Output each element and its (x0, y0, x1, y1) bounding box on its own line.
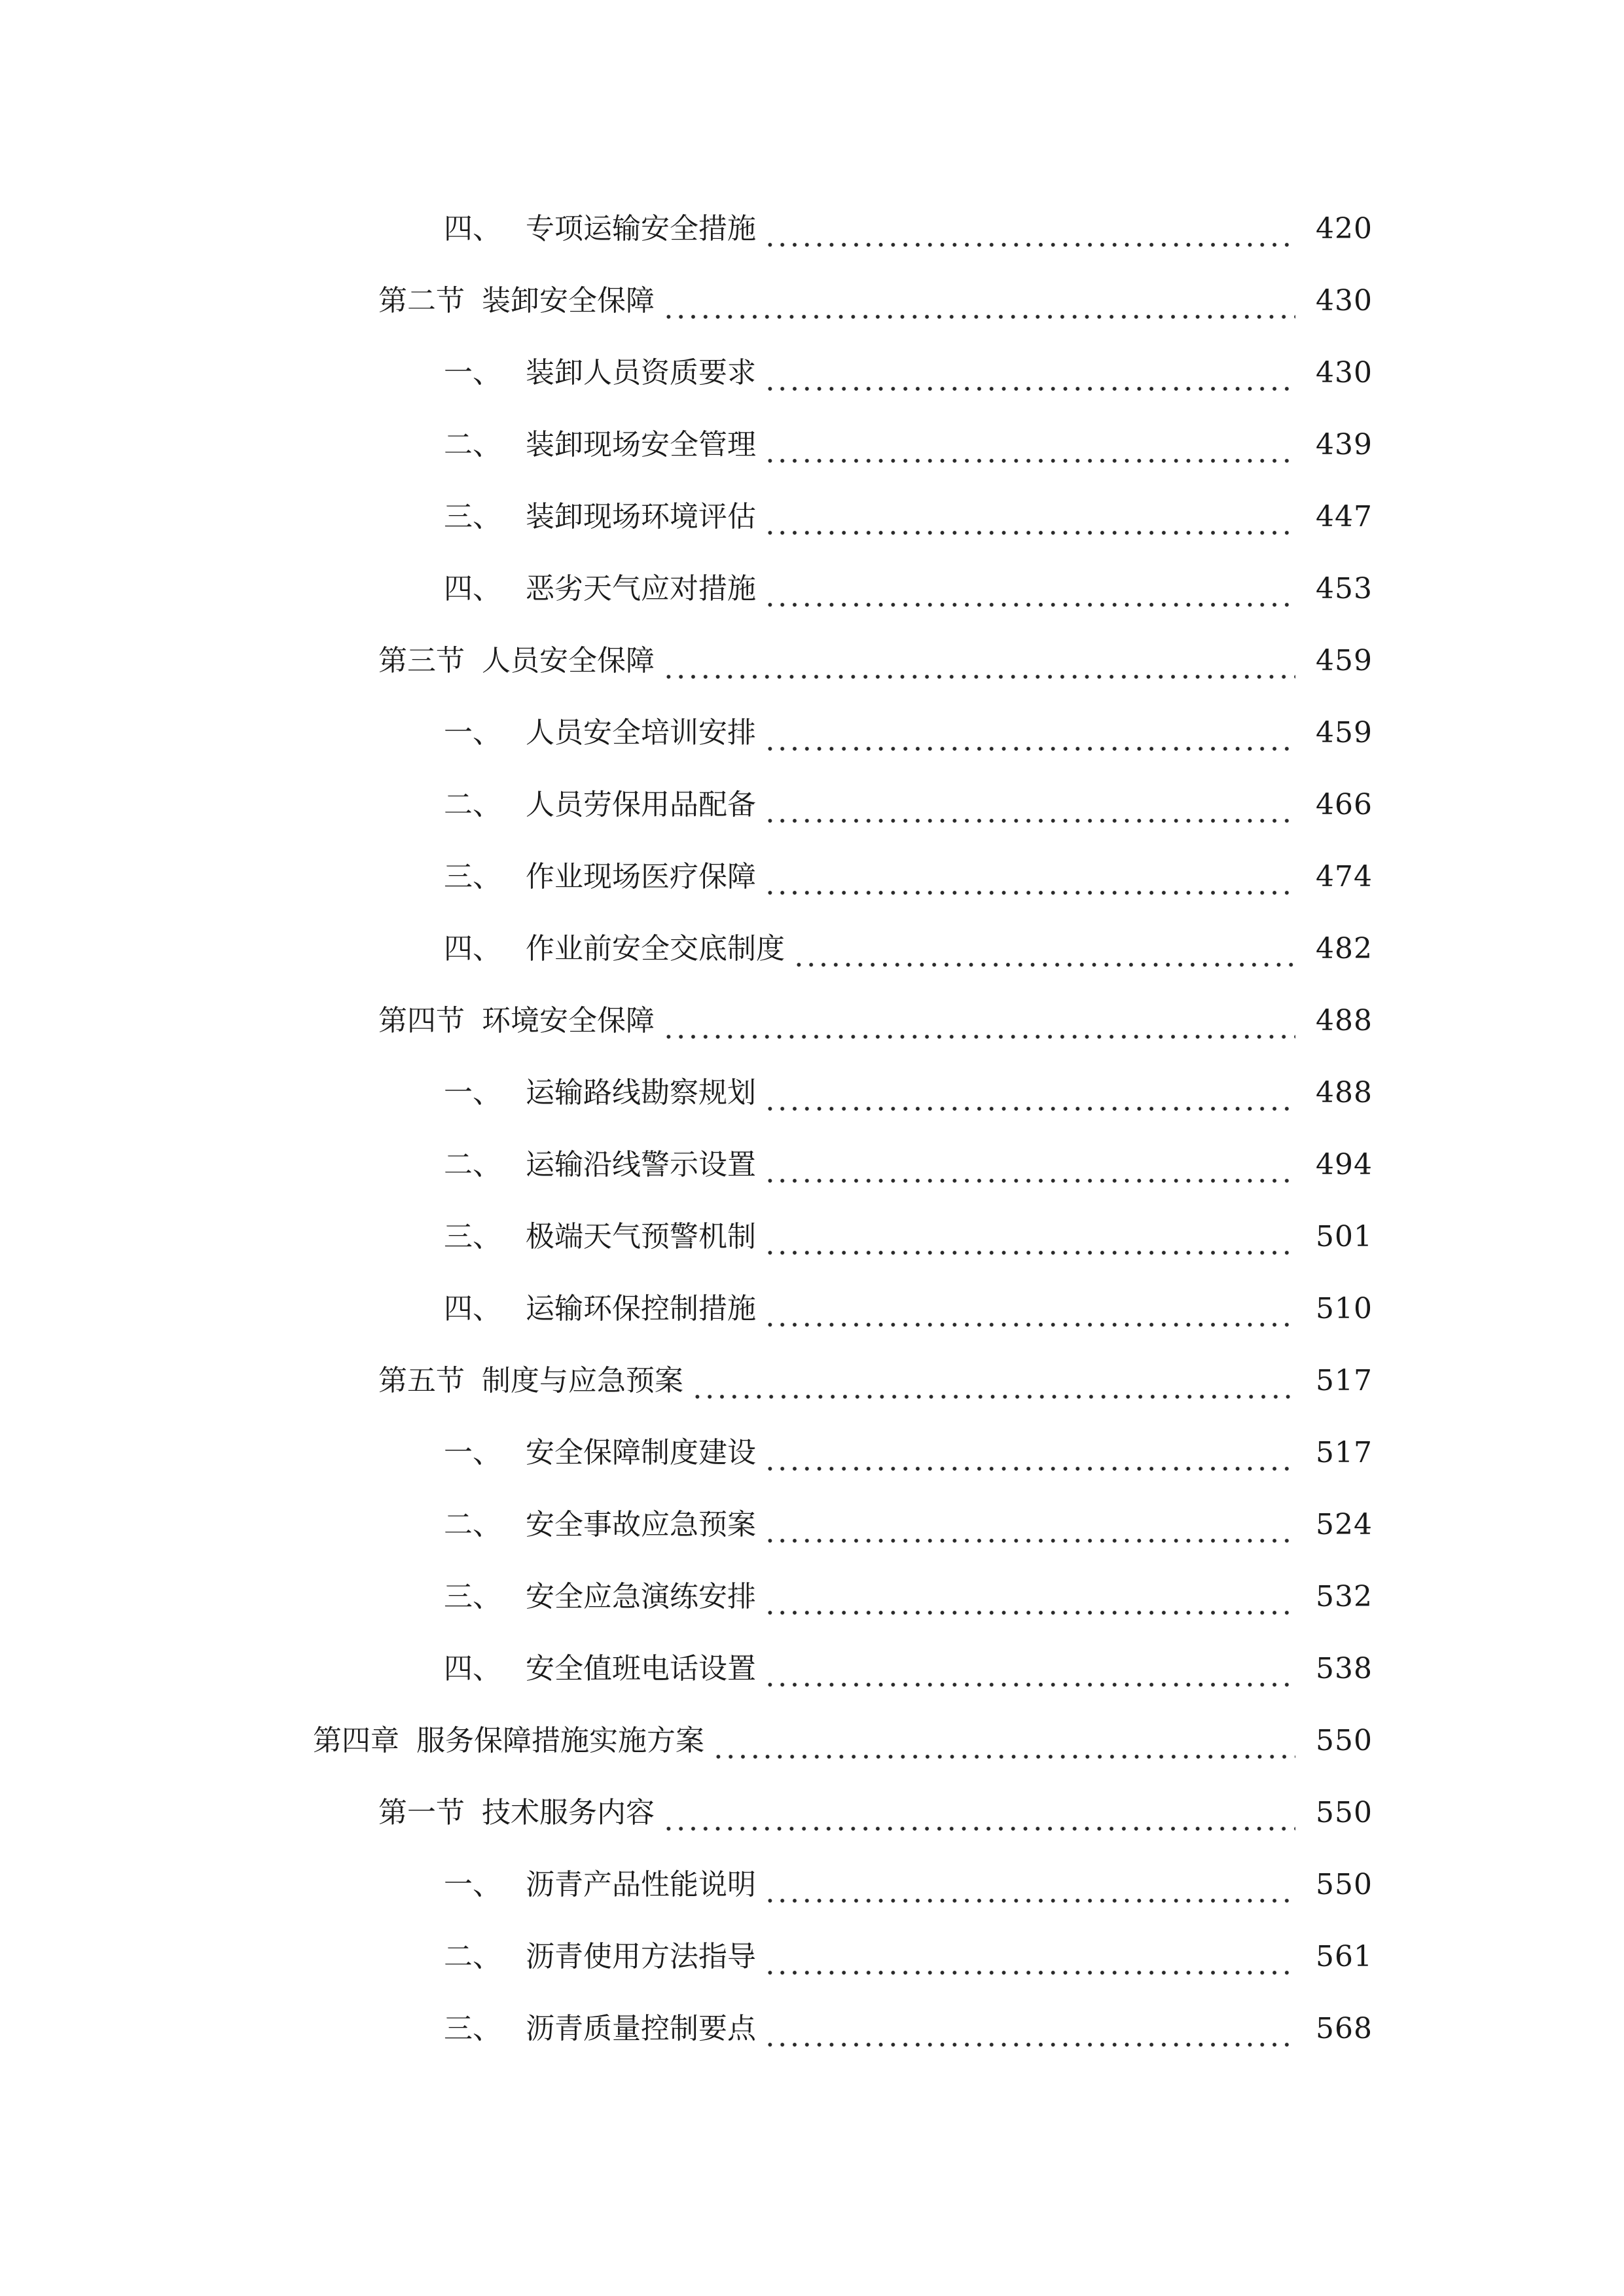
dot-leader (691, 1372, 1295, 1401)
toc-entry-number: 二、 (444, 1508, 501, 1541)
toc-entry[interactable] (0, 1633, 1624, 1705)
dot-leader (764, 1228, 1295, 1257)
toc-entry-title: 安全值班电话设置 (526, 1652, 756, 1685)
toc-entry[interactable] (0, 697, 1624, 769)
toc-entry-page-number: 453 (1316, 572, 1373, 605)
toc-entry-title: 装卸现场安全管理 (526, 428, 756, 461)
toc-entry[interactable] (0, 1705, 1624, 1777)
toc-entry[interactable] (0, 769, 1624, 841)
toc-entry[interactable] (0, 985, 1624, 1057)
toc-entry-title: 恶劣天气应对措施 (526, 572, 756, 605)
toc-entry-page-number: 550 (1316, 1724, 1373, 1757)
toc-entry[interactable] (0, 337, 1624, 409)
toc-entry-page-number: 430 (1316, 356, 1373, 389)
toc-entry-title: 环境安全保障 (482, 1004, 655, 1037)
toc-entry-number: 第五节 (378, 1364, 465, 1397)
toc-entry-number: 四、 (444, 212, 501, 245)
toc-entry-number: 二、 (444, 788, 501, 821)
toc-entry[interactable] (0, 481, 1624, 553)
dot-leader (764, 1660, 1295, 1689)
toc-entry-number: 四、 (444, 1652, 501, 1685)
toc-entry[interactable] (0, 193, 1624, 265)
toc-entry-number: 一、 (444, 1076, 501, 1109)
toc-entry-page-number: 568 (1316, 2012, 1373, 2045)
toc-entry-title: 运输沿线警示设置 (526, 1148, 756, 1181)
dot-leader (662, 652, 1295, 681)
toc-entry[interactable] (0, 1417, 1624, 1489)
toc-entry[interactable] (0, 1561, 1624, 1633)
toc-entry-page-number: 550 (1316, 1796, 1373, 1829)
toc-entry-number: 第一节 (378, 1796, 465, 1829)
toc-entry-title: 作业现场医疗保障 (526, 860, 756, 893)
toc-entry-page-number: 439 (1316, 428, 1373, 461)
toc-entry-number: 三、 (444, 500, 501, 533)
dot-leader (764, 508, 1295, 537)
toc-entry[interactable] (0, 1057, 1624, 1129)
toc-entry-title: 专项运输安全措施 (526, 212, 756, 245)
toc-entry-title: 制度与应急预案 (482, 1364, 683, 1397)
toc-entry-number: 第四节 (378, 1004, 465, 1037)
dot-leader (662, 1804, 1295, 1833)
toc-entry[interactable] (0, 1921, 1624, 1993)
toc-entry-page-number: 466 (1316, 788, 1373, 821)
toc-entry-page-number: 447 (1316, 500, 1373, 533)
toc-entry-page-number: 430 (1316, 284, 1373, 317)
toc-entry-title: 安全事故应急预案 (526, 1508, 756, 1541)
toc-entry-page-number: 501 (1316, 1220, 1373, 1253)
toc-entry[interactable] (0, 1489, 1624, 1561)
dot-leader (662, 292, 1295, 321)
toc-entry-number: 四、 (444, 932, 501, 965)
toc-entry-page-number: 482 (1316, 932, 1373, 965)
toc-entry-title: 人员安全培训安排 (526, 716, 756, 749)
toc-entry-number: 二、 (444, 1940, 501, 1973)
toc-entry[interactable] (0, 265, 1624, 337)
toc-entry-title: 安全保障制度建设 (526, 1436, 756, 1469)
toc-entry[interactable] (0, 1273, 1624, 1345)
toc-entry-number: 二、 (444, 428, 501, 461)
toc-entry-page-number: 488 (1316, 1076, 1373, 1109)
toc-entry-page-number: 561 (1316, 1940, 1373, 1973)
dot-leader (764, 796, 1295, 825)
toc-entry-title: 装卸现场环境评估 (526, 500, 756, 533)
dot-leader (764, 1444, 1295, 1473)
dot-leader (764, 436, 1295, 465)
toc-entry[interactable] (0, 913, 1624, 985)
toc-entry[interactable] (0, 625, 1624, 697)
toc-entry-page-number: 517 (1316, 1364, 1373, 1397)
dot-leader (712, 1732, 1295, 1761)
toc-entry-title: 服务保障措施实施方案 (416, 1724, 704, 1757)
toc-entry-number: 第四章 (313, 1724, 399, 1757)
dot-leader (764, 364, 1295, 393)
table-of-contents (0, 193, 1624, 2065)
toc-entry-title: 安全应急演练安排 (526, 1580, 756, 1613)
toc-entry-page-number: 517 (1316, 1436, 1373, 1469)
toc-entry-title: 人员安全保障 (482, 644, 655, 677)
toc-entry-number: 第三节 (378, 644, 465, 677)
toc-entry-number: 一、 (444, 356, 501, 389)
toc-entry[interactable] (0, 841, 1624, 913)
toc-entry[interactable] (0, 1129, 1624, 1201)
toc-entry[interactable] (0, 1777, 1624, 1849)
toc-entry-title: 极端天气预警机制 (526, 1220, 756, 1253)
toc-entry-number: 一、 (444, 1868, 501, 1901)
dot-leader (793, 940, 1295, 969)
dot-leader (764, 1876, 1295, 1905)
toc-entry-title: 技术服务内容 (482, 1796, 655, 1829)
dot-leader (764, 580, 1295, 609)
dot-leader (764, 724, 1295, 753)
dot-leader (764, 1084, 1295, 1113)
dot-leader (764, 2020, 1295, 2049)
dot-leader (764, 220, 1295, 249)
toc-entry-page-number: 494 (1316, 1148, 1373, 1181)
toc-entry-title: 运输路线勘察规划 (526, 1076, 756, 1109)
dot-leader (764, 868, 1295, 897)
toc-entry-title: 装卸安全保障 (482, 284, 655, 317)
toc-entry-page-number: 510 (1316, 1292, 1373, 1325)
toc-entry-page-number: 474 (1316, 860, 1373, 893)
toc-entry-number: 一、 (444, 1436, 501, 1469)
toc-entry-page-number: 488 (1316, 1004, 1373, 1037)
toc-entry[interactable] (0, 1993, 1624, 2065)
toc-entry-title: 沥青使用方法指导 (526, 1940, 756, 1973)
toc-entry-number: 四、 (444, 1292, 501, 1325)
toc-entry-number: 四、 (444, 572, 501, 605)
toc-entry[interactable] (0, 409, 1624, 481)
toc-entry-title: 运输环保控制措施 (526, 1292, 756, 1325)
toc-entry[interactable] (0, 1849, 1624, 1921)
dot-leader (764, 1516, 1295, 1545)
toc-entry-page-number: 538 (1316, 1652, 1373, 1685)
toc-entry-title: 人员劳保用品配备 (526, 788, 756, 821)
toc-entry-page-number: 459 (1316, 716, 1373, 749)
toc-entry-title: 沥青质量控制要点 (526, 2012, 756, 2045)
dot-leader (764, 1588, 1295, 1617)
toc-entry[interactable] (0, 1345, 1624, 1417)
dot-leader (662, 1012, 1295, 1041)
toc-entry-number: 三、 (444, 1220, 501, 1253)
toc-entry[interactable] (0, 553, 1624, 625)
toc-entry-number: 二、 (444, 1148, 501, 1181)
toc-entry-title: 沥青产品性能说明 (526, 1868, 756, 1901)
toc-entry-title: 作业前安全交底制度 (526, 932, 785, 965)
toc-entry-page-number: 532 (1316, 1580, 1373, 1613)
toc-entry-page-number: 524 (1316, 1508, 1373, 1541)
toc-entry-number: 三、 (444, 860, 501, 893)
toc-entry-page-number: 459 (1316, 644, 1373, 677)
toc-entry-page-number: 420 (1316, 212, 1373, 245)
toc-entry-title: 装卸人员资质要求 (526, 356, 756, 389)
toc-entry-number: 三、 (444, 2012, 501, 2045)
toc-entry-number: 一、 (444, 716, 501, 749)
toc-entry-page-number: 550 (1316, 1868, 1373, 1901)
dot-leader (764, 1300, 1295, 1329)
dot-leader (764, 1156, 1295, 1185)
toc-entry-number: 第二节 (378, 284, 465, 317)
toc-entry[interactable] (0, 1201, 1624, 1273)
dot-leader (764, 1948, 1295, 1977)
toc-entry-number: 三、 (444, 1580, 501, 1613)
